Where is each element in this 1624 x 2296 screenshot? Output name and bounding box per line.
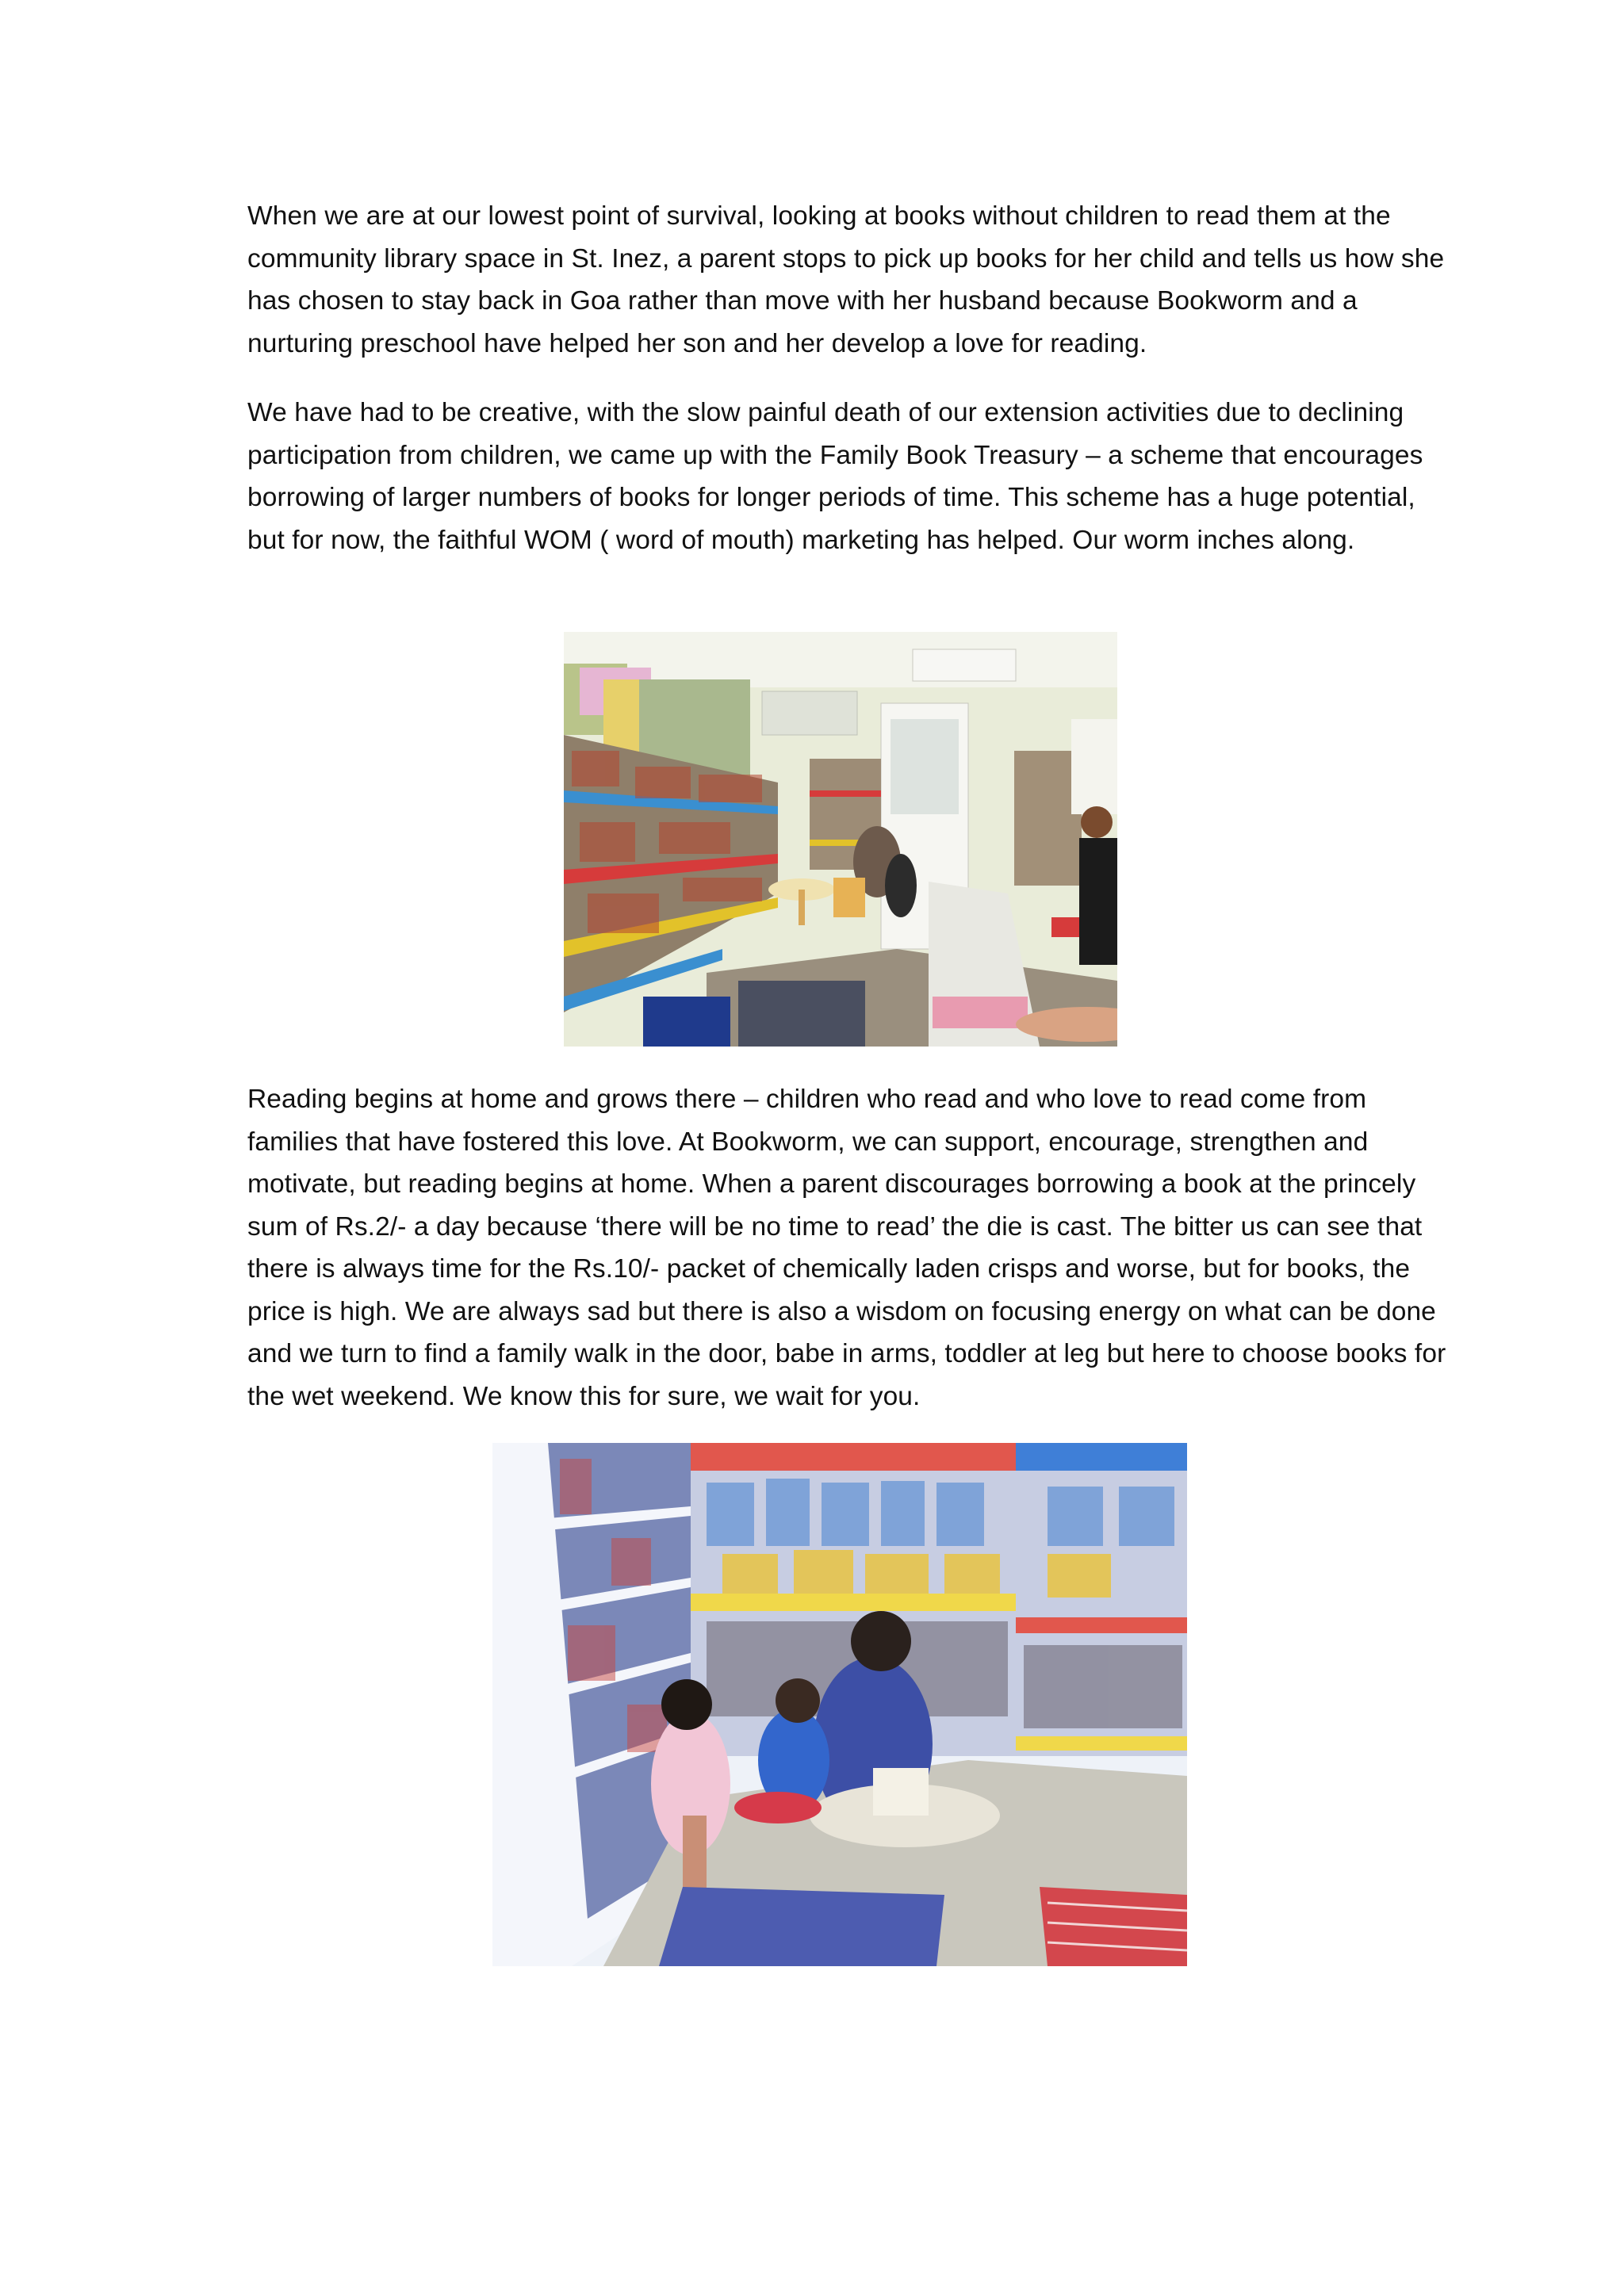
library-interior-photo (564, 632, 1117, 1047)
paragraph-survival: When we are at our lowest point of survival, looking at books without children to read them at the community library space in St. Inez, a parent stops to pick up books for her child and tells us how she has chosen to stay back in Goa rather than move with her husband because Bookworm and a nurturing preschool have helped her son and her develop a love for reading. (247, 201, 1445, 358)
paragraph-family-book-treasury: We have had to be creative, with the slow painful death of our extension activities due to declining participation from children, we came up with the Family Book Treasury – a scheme that encourages borrowing of larger numbers of books for longer periods of time. This scheme has a huge potential, but for now, the faithful WOM ( word of mouth) marketing has helped. Our worm inches along. (247, 398, 1423, 555)
family-reading-photo (492, 1443, 1187, 1966)
paragraph-reading-begins-at-home: Reading begins at home and grows there – children who read and who love to read come from families that have fostered this love. At Bookworm, we can support, encourage, strengthen and motivate, but reading begins at home. When a parent discourages borrowing a book at the princely sum of Rs.2/- a day because ‘there will be no time to read’ the die is cast. The bitter us can see that there is always time for the Rs.10/- packet of chemically laden crisps and worse, but for books, the price is high. We are always sad but there is also a wisdom on focusing energy on what can be done and we turn to find a family walk in the door, babe in arms, toddler at leg but here to choose books for the wet weekend. We know this for sure, we wait for you. (247, 1085, 1446, 1411)
